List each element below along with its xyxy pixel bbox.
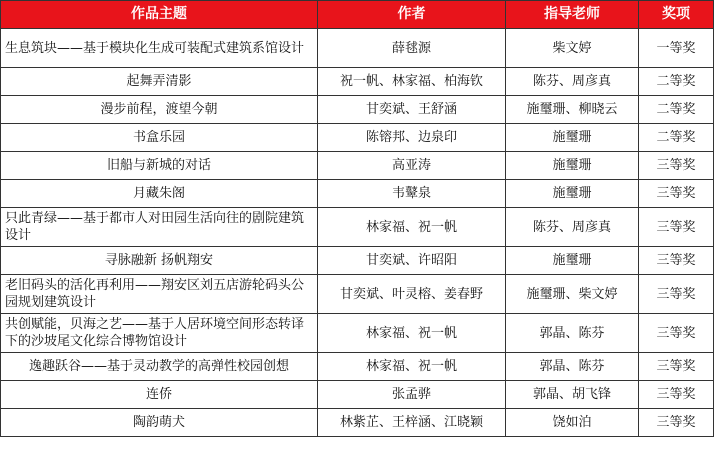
title-cell: 书盒乐园 (1, 124, 318, 152)
header-award: 奖项 (639, 1, 714, 29)
header-title: 作品主题 (1, 1, 318, 29)
table-row (1, 96, 714, 124)
authors-cell: 林家福、祝一帆 (318, 314, 506, 353)
table-row (1, 124, 714, 152)
advisors-cell: 郭晶、胡飞锋 (506, 381, 639, 409)
title-cell: 旧船与新城的对话 (1, 152, 318, 180)
table-body (1, 29, 714, 437)
authors-cell: 高亚涛 (318, 152, 506, 180)
table-row (1, 409, 714, 437)
table-row (1, 29, 714, 68)
authors-cell: 薛毬源 (318, 29, 506, 68)
award-cell: 三等奖 (639, 180, 714, 208)
title-cell: 月藏朱阁 (1, 180, 318, 208)
award-cell: 二等奖 (639, 96, 714, 124)
advisors-cell: 施璽珊 (506, 180, 639, 208)
title-cell: 逸趣跃谷——基于灵动教学的高弹性校园创想 (1, 353, 318, 381)
table-row (1, 180, 714, 208)
authors-cell: 韦鼙泉 (318, 180, 506, 208)
award-cell: 二等奖 (639, 124, 714, 152)
award-cell: 三等奖 (639, 247, 714, 275)
award-cell: 二等奖 (639, 68, 714, 96)
advisors-cell: 陈芬、周彦真 (506, 208, 639, 247)
authors-cell: 甘奕斌、王舒涵 (318, 96, 506, 124)
authors-cell: 林家福、祝一帆 (318, 353, 506, 381)
advisors-cell: 郭晶、陈芬 (506, 314, 639, 353)
advisors-cell: 施璽珊、柴文婷 (506, 275, 639, 314)
authors-cell: 甘奕斌、叶灵榕、姜春野 (318, 275, 506, 314)
authors-cell: 陈镕邦、边泉印 (318, 124, 506, 152)
authors-cell: 祝一帆、林家福、柏海钦 (318, 68, 506, 96)
award-cell: 三等奖 (639, 381, 714, 409)
advisors-cell: 施璽珊 (506, 152, 639, 180)
authors-cell: 甘奕斌、许昭阳 (318, 247, 506, 275)
advisors-cell: 饶如泊 (506, 409, 639, 437)
table-row (1, 275, 714, 314)
advisors-cell: 施璽珊、柳晓云 (506, 96, 639, 124)
table-row (1, 247, 714, 275)
table-row (1, 353, 714, 381)
award-cell: 三等奖 (639, 208, 714, 247)
title-cell: 连侨 (1, 381, 318, 409)
title-cell: 老旧码头的活化再利用——翔安区刘五店游轮码头公园规划建筑设计 (1, 275, 318, 314)
title-cell: 生息筑块——基于模块化生成可装配式建筑系馆设计 (1, 29, 318, 68)
header-row (1, 1, 714, 29)
title-cell: 漫步前程，渡望今朝 (1, 96, 318, 124)
advisors-cell: 施璽珊 (506, 247, 639, 275)
award-cell: 三等奖 (639, 314, 714, 353)
award-cell: 三等奖 (639, 275, 714, 314)
authors-cell: 林家福、祝一帆 (318, 208, 506, 247)
table-row (1, 314, 714, 353)
award-cell: 三等奖 (639, 409, 714, 437)
title-cell: 寻脉融新 扬帆翔安 (1, 247, 318, 275)
advisors-cell: 柴文婷 (506, 29, 639, 68)
award-cell: 三等奖 (639, 353, 714, 381)
advisors-cell: 郭晶、陈芬 (506, 353, 639, 381)
advisors-cell: 施璽珊 (506, 124, 639, 152)
table-row (1, 152, 714, 180)
table-row (1, 381, 714, 409)
authors-cell: 林紫芷、王梓涵、江晓颖 (318, 409, 506, 437)
header-authors: 作者 (318, 1, 506, 29)
award-cell: 三等奖 (639, 152, 714, 180)
title-cell: 共创赋能，贝海之艺——基于人居环境空间形态转译下的沙坡尾文化综合博物馆设计 (1, 314, 318, 353)
title-cell: 只此青绿——基于都市人对田园生活向往的剧院建筑设计 (1, 208, 318, 247)
table-row (1, 208, 714, 247)
title-cell: 陶韵萌犬 (1, 409, 318, 437)
award-cell: 一等奖 (639, 29, 714, 68)
authors-cell: 张孟骅 (318, 381, 506, 409)
title-cell: 起舞弄清影 (1, 68, 318, 96)
header-advisors: 指导老师 (506, 1, 639, 29)
table-row (1, 68, 714, 96)
table-header (1, 1, 714, 29)
advisors-cell: 陈芬、周彦真 (506, 68, 639, 96)
